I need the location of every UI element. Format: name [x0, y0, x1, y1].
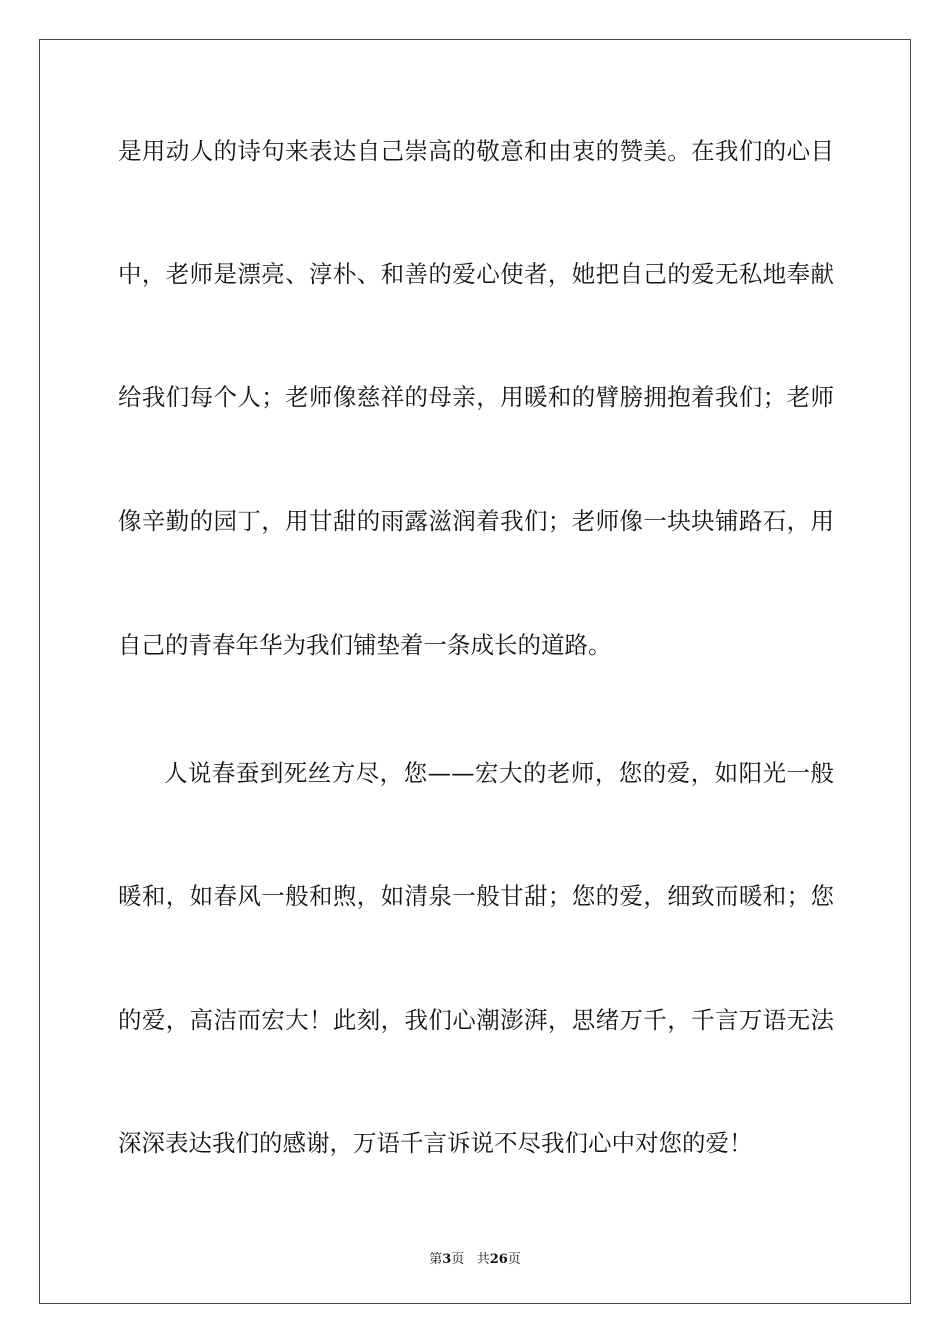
page-number: 3: [442, 1252, 452, 1267]
text-line: 的爱，高洁而宏大！此刻，我们心潮澎湃，思绪万千，千言万语无法: [118, 1006, 834, 1034]
page-suffix: 页: [451, 1252, 465, 1267]
text-line: 深深表达我们的感谢，万语千言诉说不尽我们心中对您的爱！: [118, 1129, 753, 1157]
page-prefix: 第: [429, 1252, 443, 1267]
text-line: 像辛勤的园丁，用甘甜的雨露滋润着我们；老师像一块块铺路石，用: [118, 507, 834, 535]
text-line: 自己的青春年华为我们铺垫着一条成长的道路。: [118, 631, 612, 659]
page-footer: [0, 1248, 950, 1267]
text-line: 中，老师是漂亮、淳朴、和善的爱心使者，她把自己的爱无私地奉献: [118, 260, 834, 288]
total-prefix: 共: [476, 1252, 490, 1267]
page-border: [39, 39, 911, 1304]
total-pages: 26: [489, 1252, 508, 1267]
text-line: 暖和，如春风一般和煦，如清泉一般甘甜；您的爱，细致而暖和；您: [118, 882, 834, 910]
text-line: 是用动人的诗句来表达自己崇高的敬意和由衷的赞美。在我们的心目: [118, 137, 834, 165]
total-suffix: 页: [507, 1252, 521, 1267]
text-line: 给我们每个人；老师像慈祥的母亲，用暖和的臂膀拥抱着我们；老师: [118, 383, 834, 411]
text-line: 人说春蚕到死丝方尽，您——宏大的老师，您的爱，如阳光一般: [164, 759, 834, 787]
